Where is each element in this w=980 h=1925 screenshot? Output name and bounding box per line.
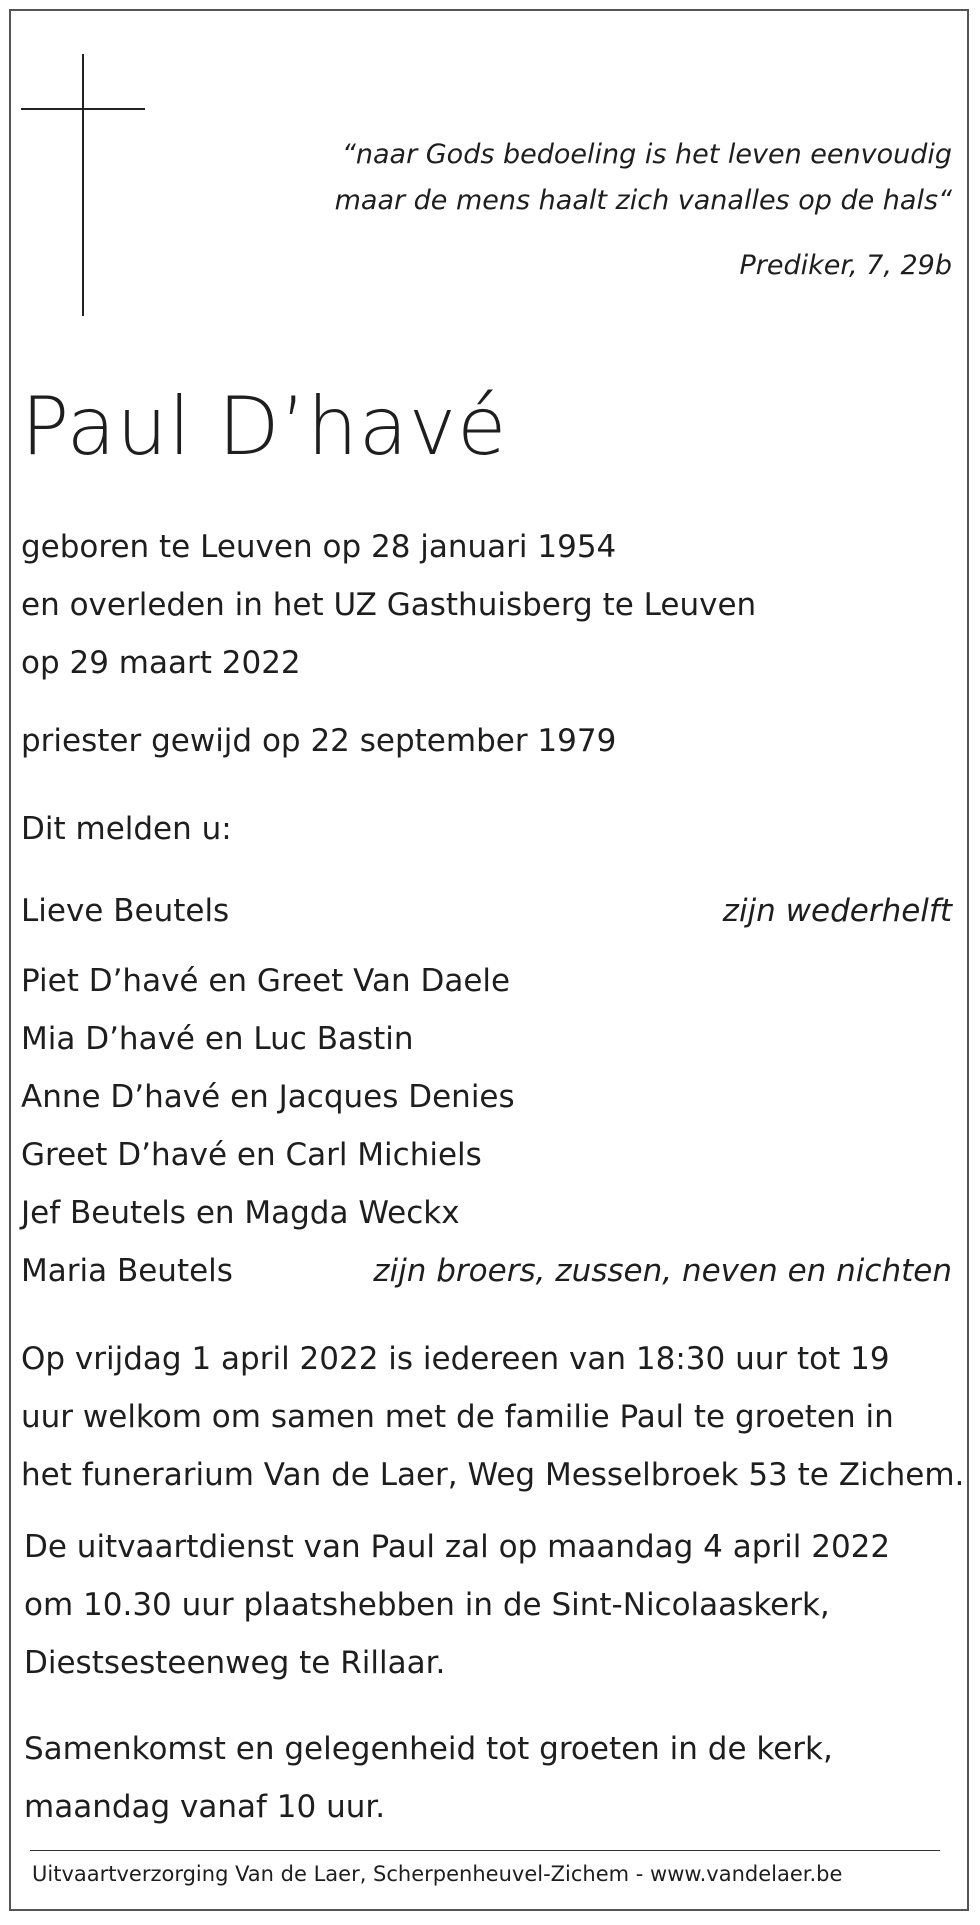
family-name: Anne D’havé en Jacques Denies (21, 1079, 515, 1115)
footer-credit: Uitvaartverzorging Van de Laer, Scherpenheuvel-Zichem - www.vandelaer.be (32, 1862, 843, 1886)
family-name: Lieve Beutels (21, 893, 230, 929)
visitation-line-1: Op vrijdag 1 april 2022 is iedereen van 18:30 uur tot 19 (21, 1341, 890, 1377)
family-name: Maria Beutels (21, 1253, 233, 1289)
family-row (21, 1184, 952, 1242)
bible-quote (335, 132, 952, 224)
quote-line-1: “naar Gods bedoeling is het leven eenvoudig (341, 139, 952, 170)
footer-divider (30, 1850, 940, 1851)
family-name: Mia D’havé en Luc Bastin (21, 1021, 414, 1057)
family-relation: zijn broers, zussen, neven en nichten (373, 1253, 952, 1289)
gathering-line-2: maandag vanaf 10 uur. (24, 1789, 386, 1825)
funeral-line-2: om 10.30 uur plaatshebben in de Sint-Nicolaaskerk, (24, 1587, 830, 1623)
quote-line-2: maar de mens haalt zich vanalles op de hals“ (334, 185, 952, 216)
family-relation: zijn wederhelft (722, 893, 952, 929)
visitation-line-2: uur welkom om samen met de familie Paul te groeten in (21, 1399, 894, 1435)
funeral-paragraph (24, 1518, 890, 1692)
gathering-line-1: Samenkomst en gelegenheid tot groeten in de kerk, (24, 1731, 833, 1767)
family-row (21, 1010, 952, 1068)
quote-source: Prediker, 7, 29b (739, 250, 952, 281)
funeral-line-1: De uitvaartdienst van Paul zal op maandag 4 april 2022 (24, 1529, 891, 1565)
cross-vertical-bar (82, 54, 84, 316)
family-row (21, 1126, 952, 1184)
gathering-paragraph (24, 1720, 833, 1836)
family-row (21, 952, 952, 1010)
death-line-1: en overleden in het UZ Gasthuisberg te Leuven (21, 587, 757, 623)
family-name: Jef Beutels en Magda Weckx (21, 1195, 460, 1231)
funeral-line-3: Diestsesteenweg te Rillaar. (24, 1645, 446, 1681)
ordination-line: priester gewijd op 22 september 1979 (21, 723, 617, 759)
family-name: Greet D’havé en Carl Michiels (21, 1137, 482, 1173)
family-row (21, 1242, 952, 1300)
deceased-name: Paul D’havé (21, 380, 508, 473)
cross-horizontal-bar (21, 108, 145, 110)
visitation-paragraph (21, 1330, 964, 1504)
birth-line: geboren te Leuven op 28 januari 1954 (21, 529, 617, 565)
announce-line: Dit melden u: (21, 811, 232, 847)
family-row (21, 882, 952, 940)
family-row (21, 1068, 952, 1126)
visitation-line-3: het funerarium Van de Laer, Weg Messelbroek 53 te Zichem. (21, 1457, 965, 1493)
death-line-2: op 29 maart 2022 (21, 645, 301, 681)
family-name: Piet D’havé en Greet Van Daele (21, 963, 511, 999)
